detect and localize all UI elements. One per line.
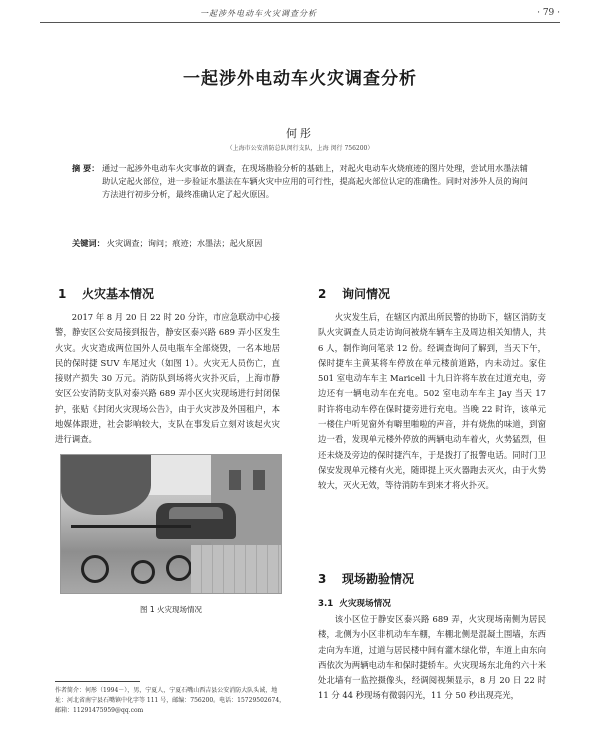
author-affiliation: （上海市公安消防总队闵行支队，上海 闵行 756200） <box>226 145 374 152</box>
section-2-number: 2 <box>318 287 327 301</box>
section-3-number: 3 <box>318 572 327 586</box>
subsection-3-1-heading <box>318 597 391 609</box>
photo-window <box>253 470 265 490</box>
section-1-paragraph: 2017 年 8 月 20 日 22 时 20 分许，市应急联动中心接警，静安区公安局接到报告，静安区泰兴路 689 弄小区发生火灾。火灾造成两位国外人员电瓶车全部烧毁，一名本地居民的保时捷 SUV 车尾过火（如图 1）。火灾无人员伤亡，直接财产损失 30 万元。消防队到场将火灾扑灭后，上海市静安区公安消防支队对泰兴路 689 弄小区火灾现场进行封闭保护，张贴《封闭火灾现场公告》，由于火灾涉及外国租户，本地媒体跟进，社会影响较大，支队在事发后立刻对该起火灾进行调查。 <box>55 312 280 445</box>
section-3-title: 现场勘验情况 <box>342 572 415 586</box>
author-name: 何彤 <box>286 127 314 140</box>
page-number: · 79 · <box>537 8 560 18</box>
section-2-title: 询问情况 <box>342 287 391 301</box>
abstract <box>72 162 532 201</box>
header-rule <box>40 22 560 23</box>
figure-caption: 图 1 火灾现场情况 <box>139 605 203 614</box>
section-2-heading <box>318 285 390 302</box>
section-3-body <box>318 612 546 704</box>
keywords <box>72 237 532 250</box>
section-2-paragraph: 火灾发生后，在辖区内派出所民警的协助下，辖区消防支队火灾调查人员走访询问被烧车辆车主及周边相关知情人，共 6 人，制作询问笔录 12 份。经调查询问了解到，当天下午，保时捷车主黄某将车停放在单元楼前道路，内未动过。家住 501 室电动车车主 Maricell 十九日许将车放在过道充电，旁边还有一辆电动车在充电。502 室电动车车主 Jay 当天 17 时许将电动车停在保时捷旁进行充电。当晚 22 时许，该单元一楼住户听见窗外有噼里啪啦的声音，并有烧焦的味道，到窗边一看，发现单元楼外停放的两辆电动车着火，火势猛烈，但还未烧及旁边的保时捷汽车，于是拨打了报警电话。同时门卫保安发现单元楼有火光，随即提上灭火器跑去灭火，由于火势较大，灭火无效，等待消防车到来才将火扑灭。 <box>318 312 546 491</box>
photo-car-window <box>169 507 223 519</box>
author-footnote: 作者简介：何彤（1994－），男，宁夏人，宁夏石嘴山西吉县公安消防大队头诚，地址：河北省南宁县石嘴镇中化字等 111 号，邮编：756200。电话：15729502674，邮箱：11291475959@qq.com <box>55 687 286 714</box>
subsection-3-1-number: 3.1 <box>318 599 334 609</box>
section-2-body <box>318 310 546 494</box>
running-head <box>40 8 560 22</box>
footnote-rule <box>55 681 140 682</box>
abstract-text: 通过一起涉外电动车火灾事故的调查，在现场勘验分析的基础上，对起火电动车火烧痕迹的图片处理，尝试用水墨法辅助认定起火部位，进一步验证水墨法在车辆火灾中应用的可行性，提高起火部位认定的准确性。同时对涉外人员的询问方法进行初步分析，最终准确认定了起火原因。 <box>102 163 528 199</box>
section-3-paragraph: 该小区位于静安区泰兴路 689 弄，火灾现场南侧为居民楼，北侧为小区非机动车车棚，车棚北侧是混凝土围墙，东西走向为车道，过道与居民楼中间有灌木绿化带，车道上由东向西依次为两辆电动车和保时捷轿车。火灾现场东北角约六十米处北墙有一监控摄像头，经调阅视频显示，8 月 20 日 22 时 11 分 44 秒现场有微弱闪光，11 分 50 秒出现亮光， <box>318 614 546 701</box>
photo-paving <box>191 545 282 594</box>
photo-wheel <box>166 555 192 581</box>
photo-wheel <box>81 555 109 583</box>
running-title: 一起涉外电动车火灾调查分析 <box>200 9 317 18</box>
section-1-body <box>55 310 280 448</box>
section-1-title: 火灾基本情况 <box>82 287 155 301</box>
photo-window <box>229 470 241 490</box>
subsection-3-1-title: 火灾现场情况 <box>339 599 391 609</box>
keywords-text: 火灾调查；询问；痕迹；水墨法；起火原因 <box>106 238 263 248</box>
abstract-label: 摘 要： <box>72 163 100 173</box>
article-title: 一起涉外电动车火灾调查分析 <box>183 69 417 89</box>
fire-scene-photo <box>60 454 282 594</box>
photo-tree <box>61 455 151 515</box>
section-3-heading <box>318 570 414 587</box>
photo-wheel <box>131 560 155 584</box>
section-1-heading <box>58 285 154 302</box>
keywords-label: 关键词： <box>72 238 105 248</box>
section-1-number: 1 <box>58 287 67 301</box>
